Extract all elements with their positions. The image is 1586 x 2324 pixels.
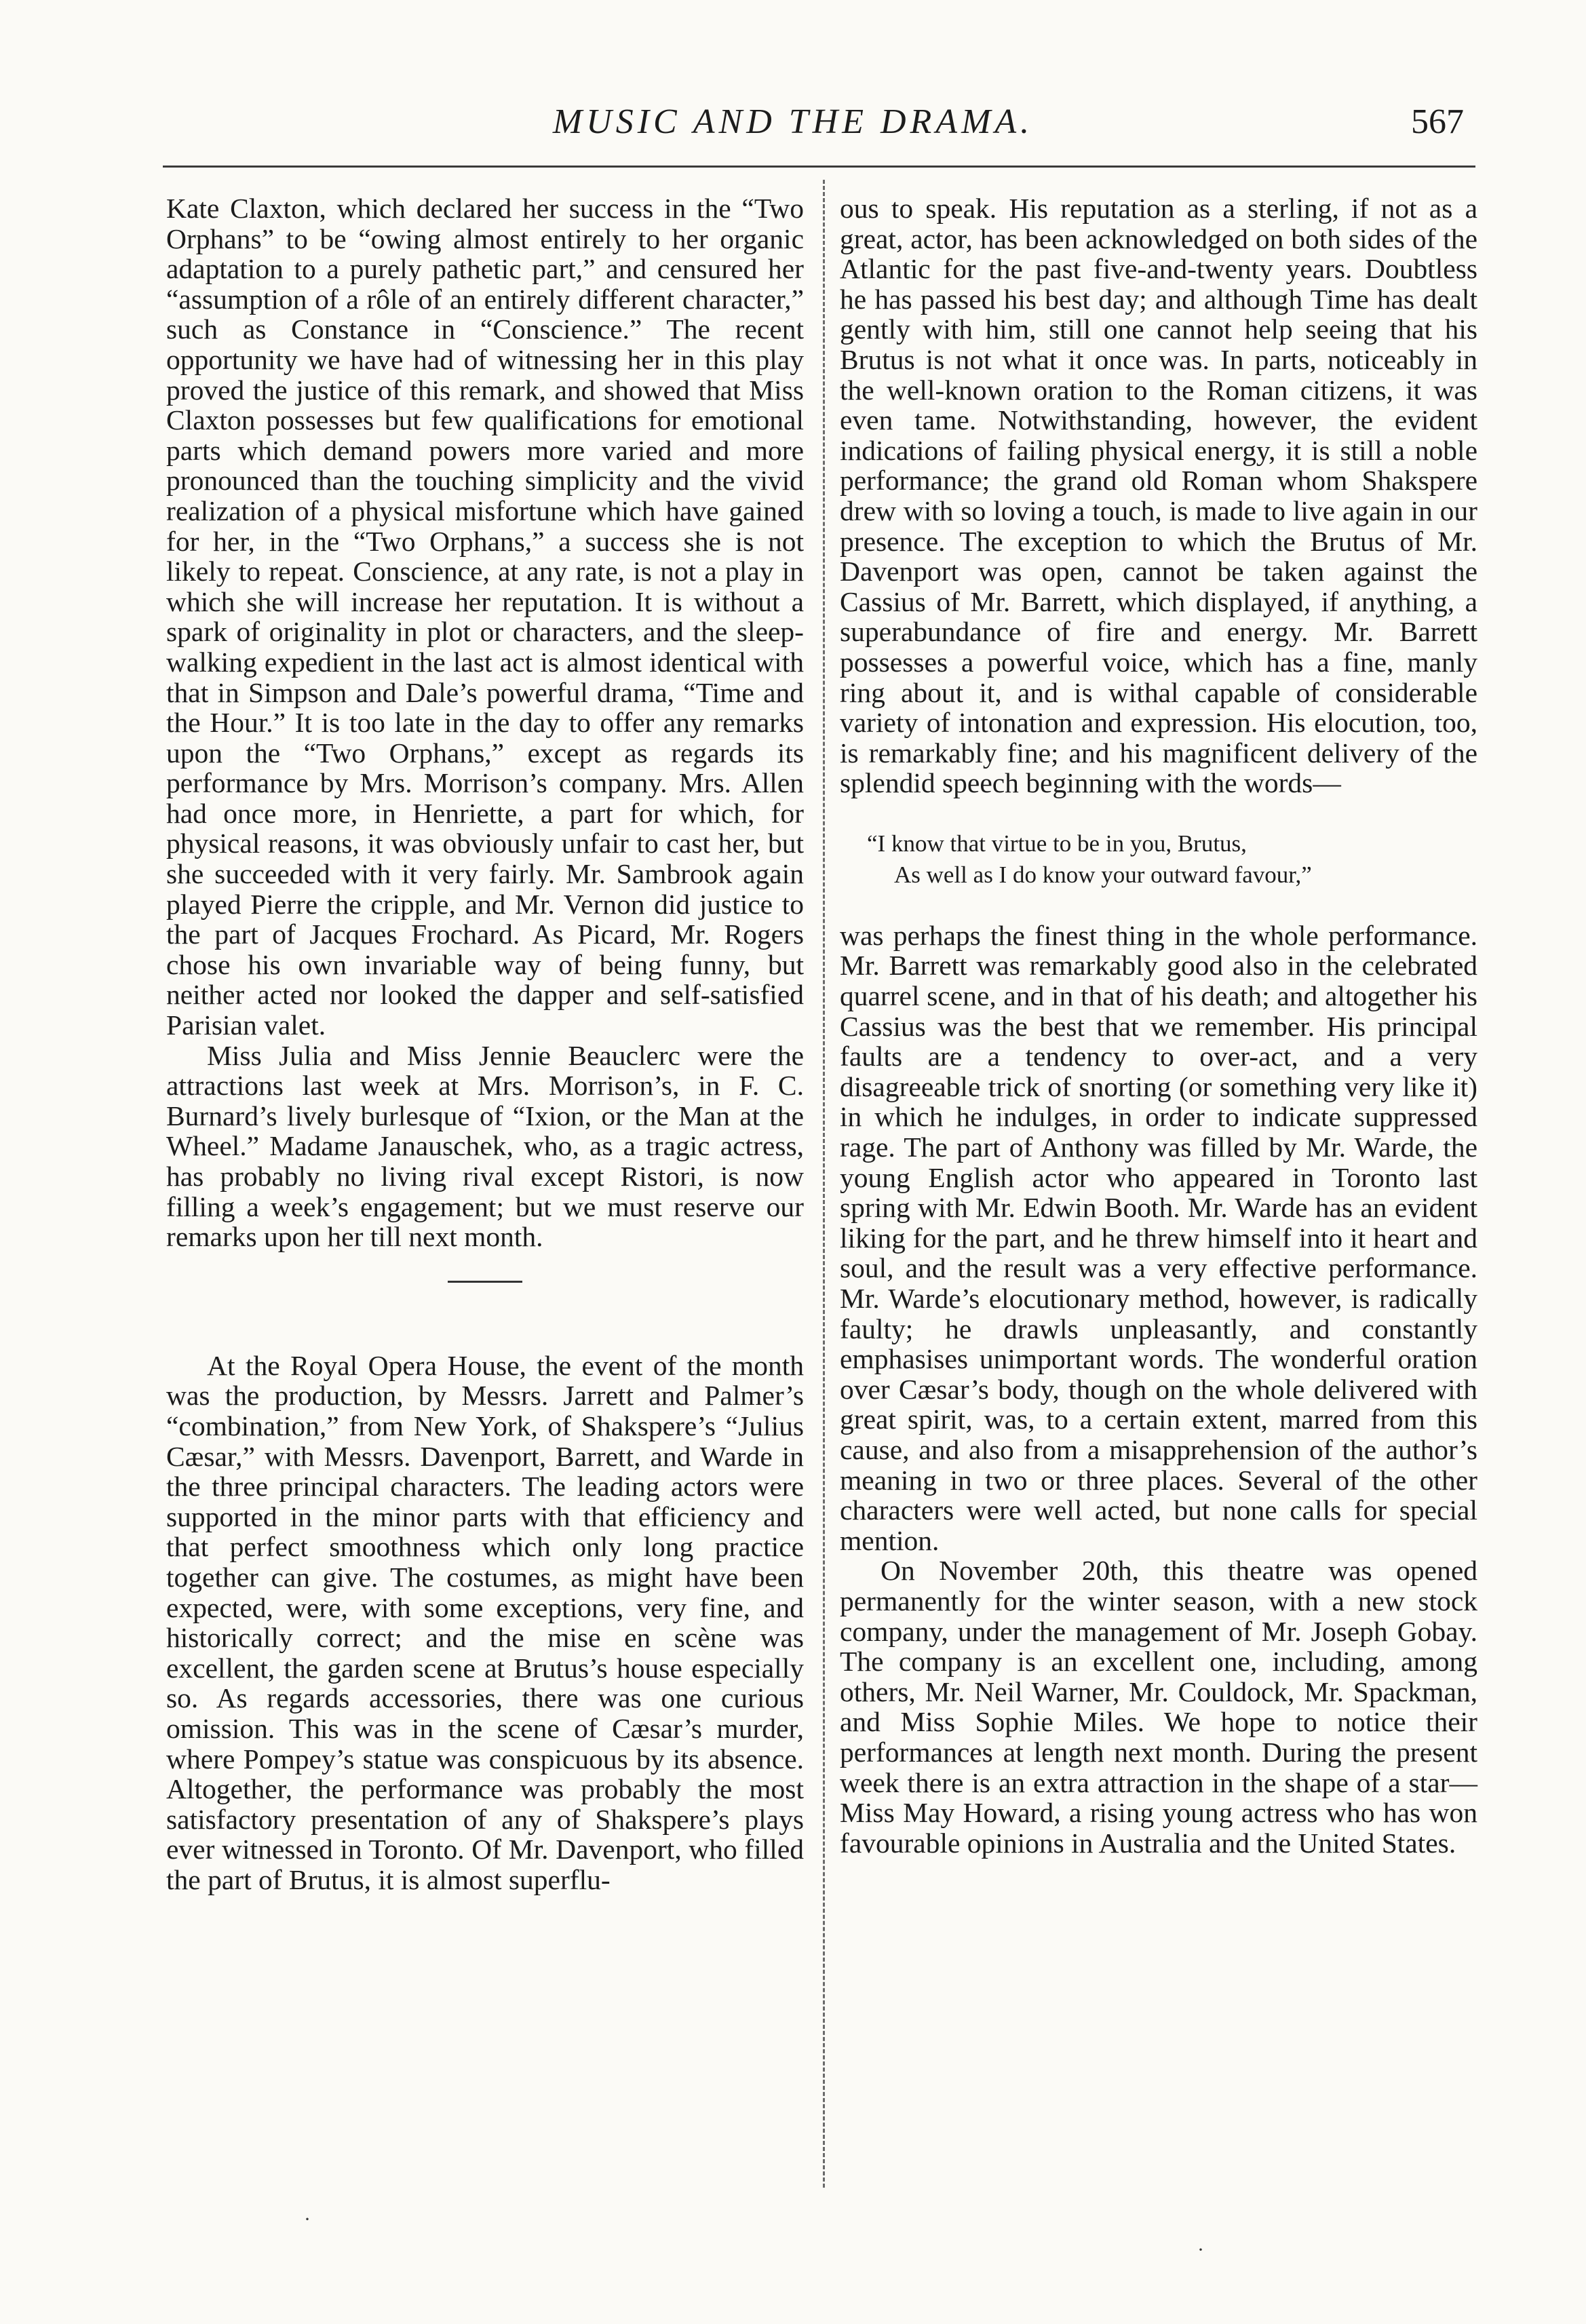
print-speck: · [1197, 2239, 1204, 2261]
right-paragraph-2: was perhaps the finest thing in the whole performance. Mr. Barrett was remarkably good also in the celebrated quarrel scene, and in that of his death; and altogether his Cassius was the best that we remember. His principal faults are a tendency to over-act, and a very disagreeable trick of snorting (or something very like it) in which he indulges, in order to indicate suppressed rage. The part of Anthony was filled by Mr. Warde, the young English actor who appeared in Toronto last spring with Mr. Edwin Booth. Mr. Warde has an evident liking for the part, and he threw himself into it heart and soul, and the result was a very effective performance. Mr. Warde’s elocutionary method, however, is radically faulty; he drawls unpleasantly, and constantly emphasises unimportant words. The wonderful oration over Cæsar’s body, though on the whole delivered with great spirit, was, to a certain extent, marred from this cause, and also from a misapprehension of the author’s meaning in two or three places. Several of the other characters were well acted, but none calls for special mention. [840, 919, 1477, 1556]
left-paragraph-3: At the Royal Opera House, the event of the month was the production, by Messrs. Jarrett and Palmer’s “combination,” from New York, of Shakspere’s “Julius Cæsar,” with Messrs. Davenport, Barrett, and Warde in the three principal characters. The leading actors were supported in the minor parts with that efficiency and that perfect smoothness which only long practice together can give. The costumes, as might have been expected, were, with some exceptions, very fine, and historically correct; and the mise en scène was excellent, the garden scene at Brutus’s house especially so. As regards accessories, there was one curious omission. This was in the scene of Cæsar’s murder, where Pompey’s statue was conspicuous by its absence. Altogether, the performance was probably the most satisfactory presentation of any of Shakspere’s plays ever witnessed in Toronto. Of Mr. Davenport, who filled the part of Brutus, it is almost superflu- [166, 1349, 804, 1895]
quote-line-1: “I know that virtue to be in you, Brutus, [867, 830, 1247, 857]
running-header-title: MUSIC AND THE DRAMA. [552, 102, 1034, 141]
left-paragraph-1: Kate Claxton, which declared her success in the “Two Orphans” to be “owing almost entirely to her organic adaptation to a purely pathetic part,” and censured her “assumption of a rôle of an entirely different character,” such as Constance in “Conscience.” The recent opportunity we have had of witnessing her in this play proved the justice of this remark, and showed that Miss Claxton possesses but few qualifications for emotional parts which demand powers more varied and more pronounced than the touching simplicity and the vivid realization of a physical misfortune which have gained for her, in the “Two Orphans,” a success she is not likely to repeat. Conscience, at any rate, is not a play in which she will increase her reputation. It is without a spark of originality in plot or characters, and the sleep-walking expedient in the last act is almost identical with that in Simpson and Dale’s powerful drama, “Time and the Hour.” It is too late in the day to offer any remarks upon the “Two Orphans,” except as regards its performance by Mrs. Morrison’s company. Mrs. Allen had once more, in Henriette, a part for which, for physical reasons, it was obviously unfair to cast her, but she succeeded with it very fairly. Mr. Sambrook again played Pierre the cripple, and Mr. Vernon did justice to the part of Jacques Frochard. As Picard, Mr. Rogers chose his own invariable way of being funny, but neither acted nor looked the dapper and self-satisfied Parisian valet. [166, 193, 804, 1041]
header-rule [163, 166, 1475, 168]
quote-line-2: As well as I do know your outward favour,” [894, 861, 1312, 888]
left-column [166, 193, 804, 1895]
right-paragraph-3: On November 20th, this theatre was opened permanently for the winter season, with a new stock company, under the management of Mr. Joseph Gobay. The company is an excellent one, including, among others, Mr. Neil Warner, Mr. Couldock, Mr. Spackman, and Miss Sophie Miles. We hope to notice their performances at length next month. During the present week there is an extra attraction in the shape of a star—Miss May Howard, a rising young actress who has won favourable opinions in Australia and the United States. [840, 1555, 1477, 1859]
print-speck: · [304, 2208, 311, 2230]
section-separator [448, 1281, 522, 1283]
left-paragraph-2: Miss Julia and Miss Jennie Beauclerc were the attractions last week at Mrs. Morrison’s, in F. C. Burnard’s lively burlesque of “Ixion, or the Man at the Wheel.” Madame Janauschek, who, as a tragic actress, has probably no living rival except Ristori, is now filling a week’s engagement; but we must reserve our remarks upon her till next month. [166, 1039, 804, 1253]
right-column [840, 193, 1477, 1858]
verse-quotation [840, 828, 1477, 891]
column-divider [823, 180, 825, 2188]
page-number: 567 [1411, 102, 1464, 141]
right-paragraph-1: ous to speak. His reputation as a sterling, if not as a great, actor, has been acknowledged on both sides of the Atlantic for the past five-and-twenty years. Doubtless he has passed his best day; and although Time has dealt gently with him, still one cannot help seeing that his Brutus is not what it once was. In parts, noticeably in the well-known oration to the Roman citizens, it was even tame. Notwithstanding, however, the evident indications of failing physical energy, it is still a noble performance; the grand old Roman whom Shakspere drew with so loving a touch, is made to live again in our presence. The exception to which the Brutus of Mr. Davenport was open, cannot be taken against the Cassius of Mr. Barrett, which displayed, if anything, a superabundance of fire and energy. Mr. Barrett possesses a powerful voice, which has a fine, manly ring about it, and is withal capable of considerable variety of intonation and expression. His elocution, too, is remarkably fine; and his magnificent delivery of the splendid speech beginning with the words— [840, 193, 1477, 799]
